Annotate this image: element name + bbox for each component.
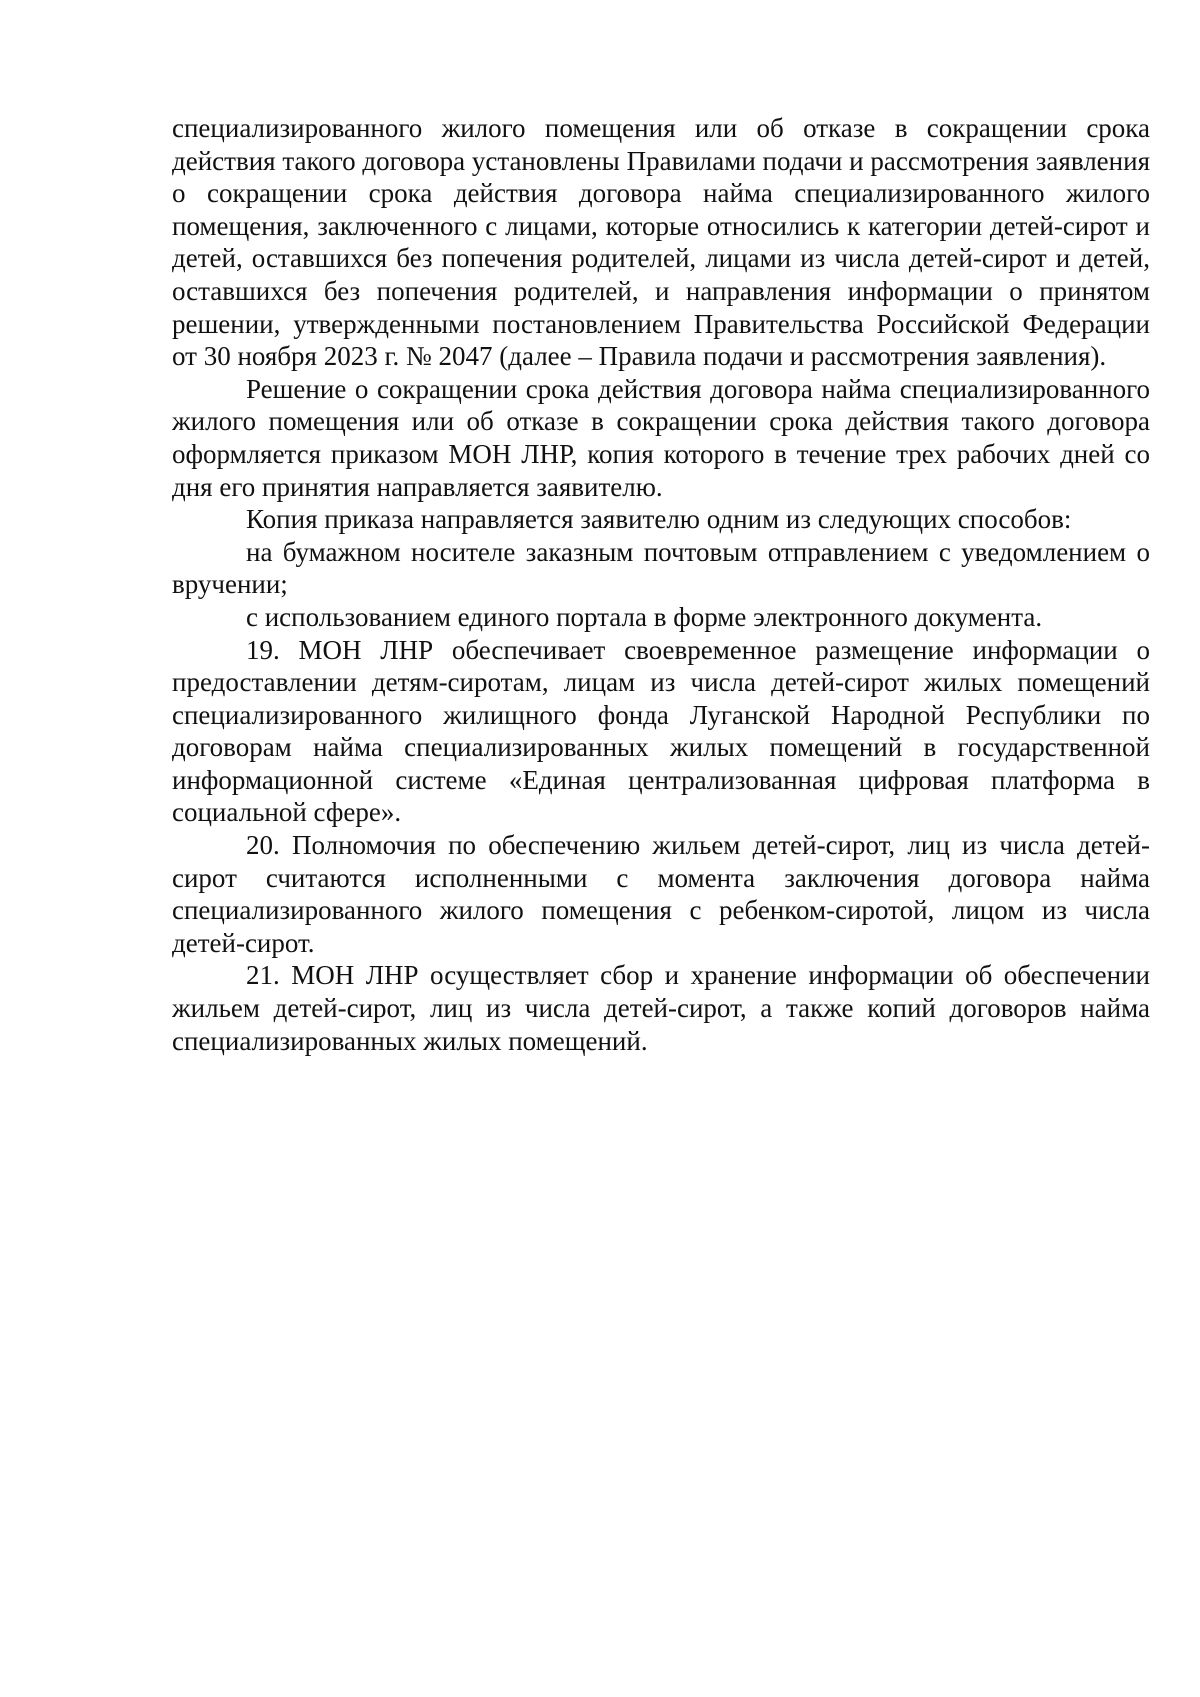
paragraph-paper-method: на бумажном носителе заказным почтовым отправлением с уведомлением о вручении;	[172, 536, 1150, 600]
paragraph-continuation: специализированного жилого помещения или об отказе в сокращении срока действия такого договора установлены Правилами подачи и рассмотрения заявления о сокращении срока действия договора найма специализированного жилого помещения, заключенного с лицами, которые относились к категории детей-сирот и детей, оставшихся без попечения родителей, лицами из числа детей-сирот и детей, оставшихся без попечения родителей, и направления информации о принятом решении, утвержденными постановлением Правительства Российской Федерации от 30 ноября 2023 г. № 2047 (далее – Правила подачи и рассмотрения заявления).	[172, 113, 1150, 372]
paragraph-item-21: 21. МОН ЛНР осуществляет сбор и хранение информации об обеспечении жильем детей-сирот, лиц из числа детей-сирот, а также копий договоров найма специализированных жилых помещений.	[172, 960, 1150, 1056]
paragraph-item-19: 19. МОН ЛНР обеспечивает своевременное размещение информации о предоставлении детям-сиротам, лицам из числа детей-сирот жилых помещений специализированного жилищного фонда Луганской Народной Республики по договорам найма специализированных жилых помещений в государственной информационной системе «Единая централизованная цифровая платформа в социальной сфере».	[172, 634, 1150, 828]
paragraph-portal-method: с использованием единого портала в форме электронного документа.	[246, 601, 1043, 632]
document-page	[172, 112, 1150, 1057]
paragraph-decision: Решение о сокращении срока действия договора найма специализированного жилого помещения или об отказе в сокращении срока действия такого договора оформляется приказом МОН ЛНР, копия которого в течение трех рабочих дней со дня его принятия направляется заявителю.	[172, 373, 1150, 502]
paragraph-item-20: 20. Полномочия по обеспечению жильем детей-сирот, лиц из числа детей-сирот считаются исполненными с момента заключения договора найма специализированного жилого помещения с ребенком-сиротой, лицом из числа детей-сирот.	[172, 830, 1150, 958]
paragraph-copy-methods: Копия приказа направляется заявителю одним из следующих способов:	[246, 504, 1072, 535]
